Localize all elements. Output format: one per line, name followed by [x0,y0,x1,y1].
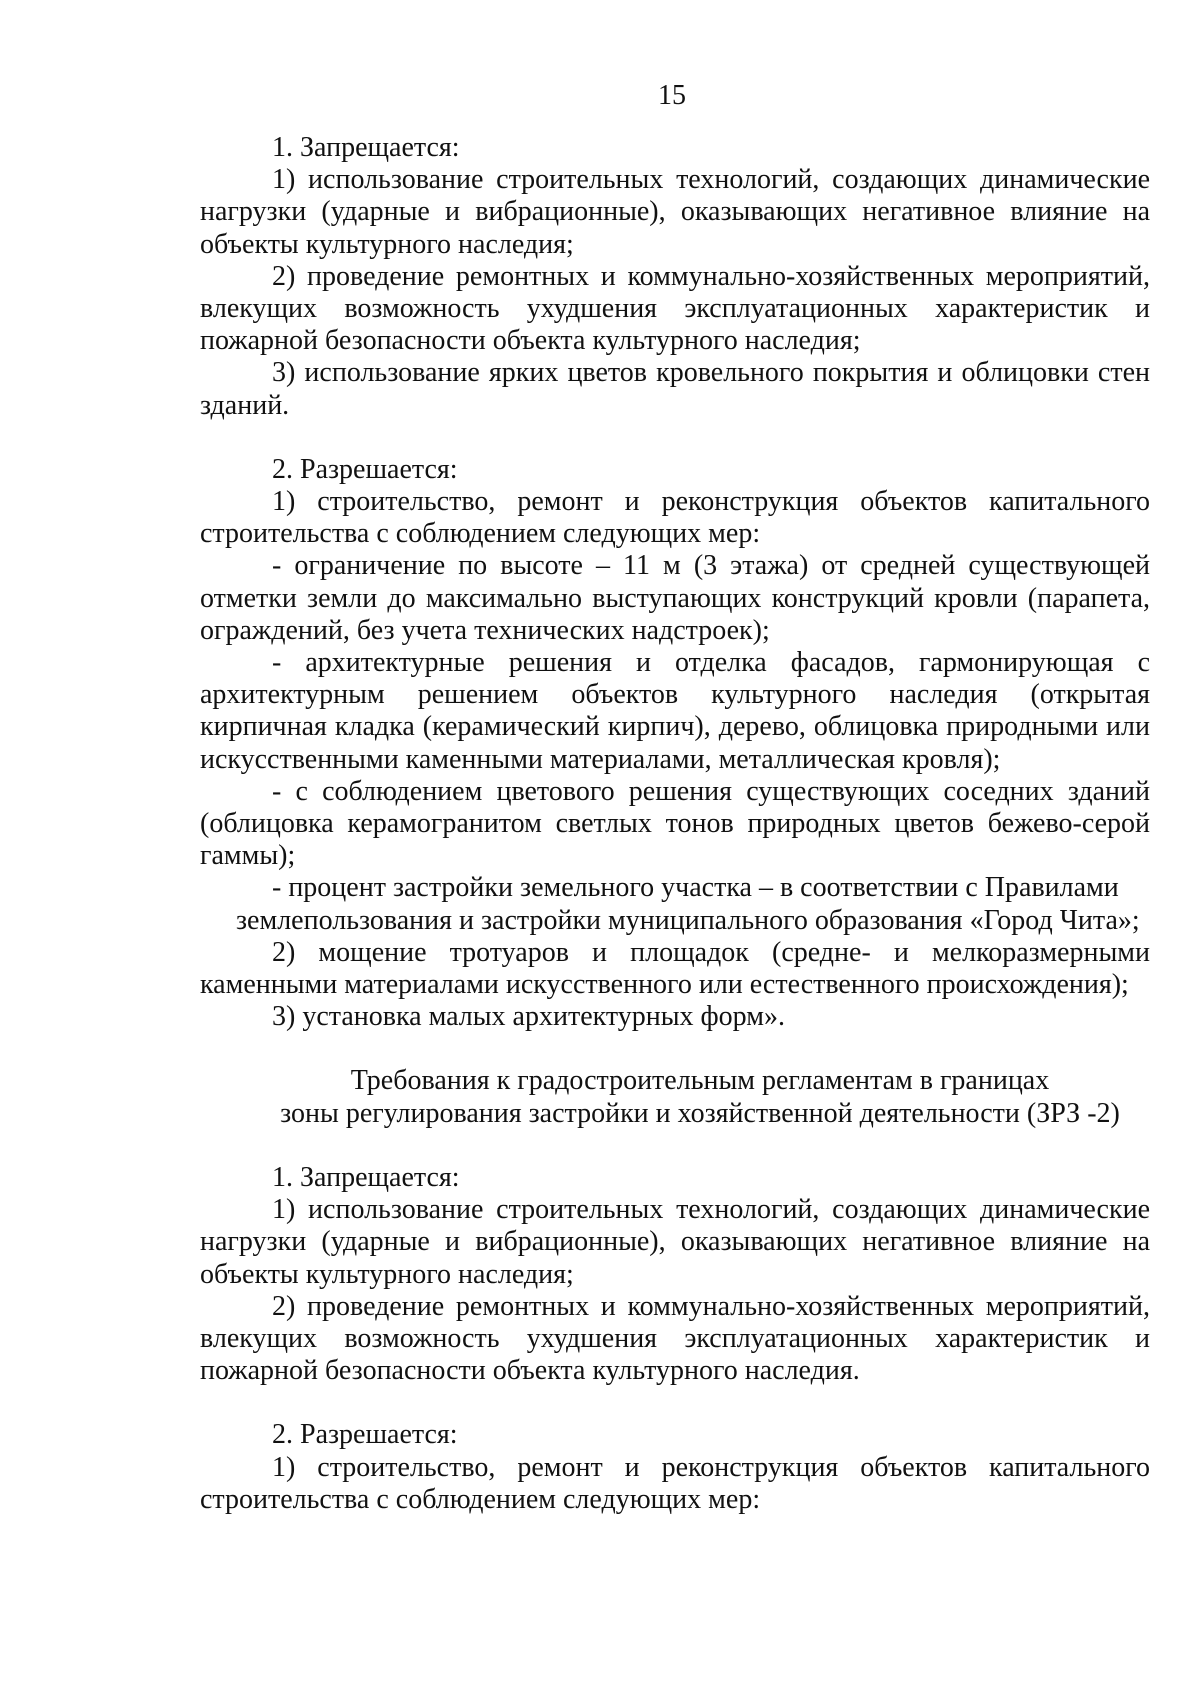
permitted-item: 1) строительство, ремонт и реконструкция объектов капитального строительства с соблюдением следующих мер: [200,1451,1150,1515]
measure-item-first-line: - процент застройки земельного участка – в соответствии с Правилами [272,872,1119,904]
prohibited-item: 1) использование строительных технологий, создающих динамические нагрузки (ударные и вибрационные), оказывающих негативное влияние на объекты культурного наследия; [200,1194,1150,1290]
prohibited-heading: 1. Запрещается: [272,132,460,163]
permitted-heading: 2. Разрешается: [272,453,458,485]
document-body [200,132,1150,1516]
permitted-item: 1) строительство, ремонт и реконструкция объектов капитального строительства с соблюдением следующих мер: [200,486,1150,550]
permitted-item: 2) мощение тротуаров и площадок (средне- и мелкоразмерными каменными материалами искусственного или естественного происхождения); [200,936,1150,1001]
prohibited-item: 2) проведение ремонтных и коммунально-хозяйственных мероприятий, влекущих возможность ухудшения эксплуатационных характеристик и пожарной безопасности объекта культурного наследия; [200,260,1150,357]
measure-item-continuation: землепользования и застройки муниципального образования «Город Чита»; [236,904,1140,936]
permitted-item: 3) установка малых архитектурных форм». [272,1001,785,1033]
measure-item: - с соблюдением цветового решения существующих соседних зданий (облицовка керамогранитом светлых тонов природных цветов бежево-серой гаммы); [200,775,1150,872]
prohibited-heading: 1. Запрещается: [272,1161,460,1193]
permitted-heading: 2. Разрешается: [272,1419,458,1451]
prohibited-item: 1) использование строительных технологий, создающих динамические нагрузки (ударные и вибрационные), оказывающих негативное влияние на объекты культурного наследия; [200,164,1150,260]
zone-heading-line: Требования к градостроительным регламентам в границах [350,1065,1050,1097]
zone-heading-line: зоны регулирования застройки и хозяйственной деятельности (ЗРЗ -2) [280,1097,1120,1129]
prohibited-item: 2) проведение ремонтных и коммунально-хозяйственных мероприятий, влекущих возможность ухудшения эксплуатационных характеристик и пожарной безопасности объекта культурного наследия. [200,1290,1150,1387]
zone-heading [200,1065,1150,1129]
measure-item: - архитектурные решения и отделка фасадов, гармонирующая с архитектурным решением объектов культурного наследия (открытая кирпичная кладка (керамический кирпич), дерево, облицовка природными или искусственными каменными материалами, металлическая кровля); [200,647,1150,775]
prohibited-item: 3) использование ярких цветов кровельного покрытия и облицовки стен зданий. [200,357,1150,421]
page-number: 15 [658,80,686,111]
measure-item: - ограничение по высоте – 11 м (3 этажа) от средней существующей отметки земли до максимально выступающих конструкций кровли (парапета, ограждений, без учета технических надстроек); [200,550,1150,646]
